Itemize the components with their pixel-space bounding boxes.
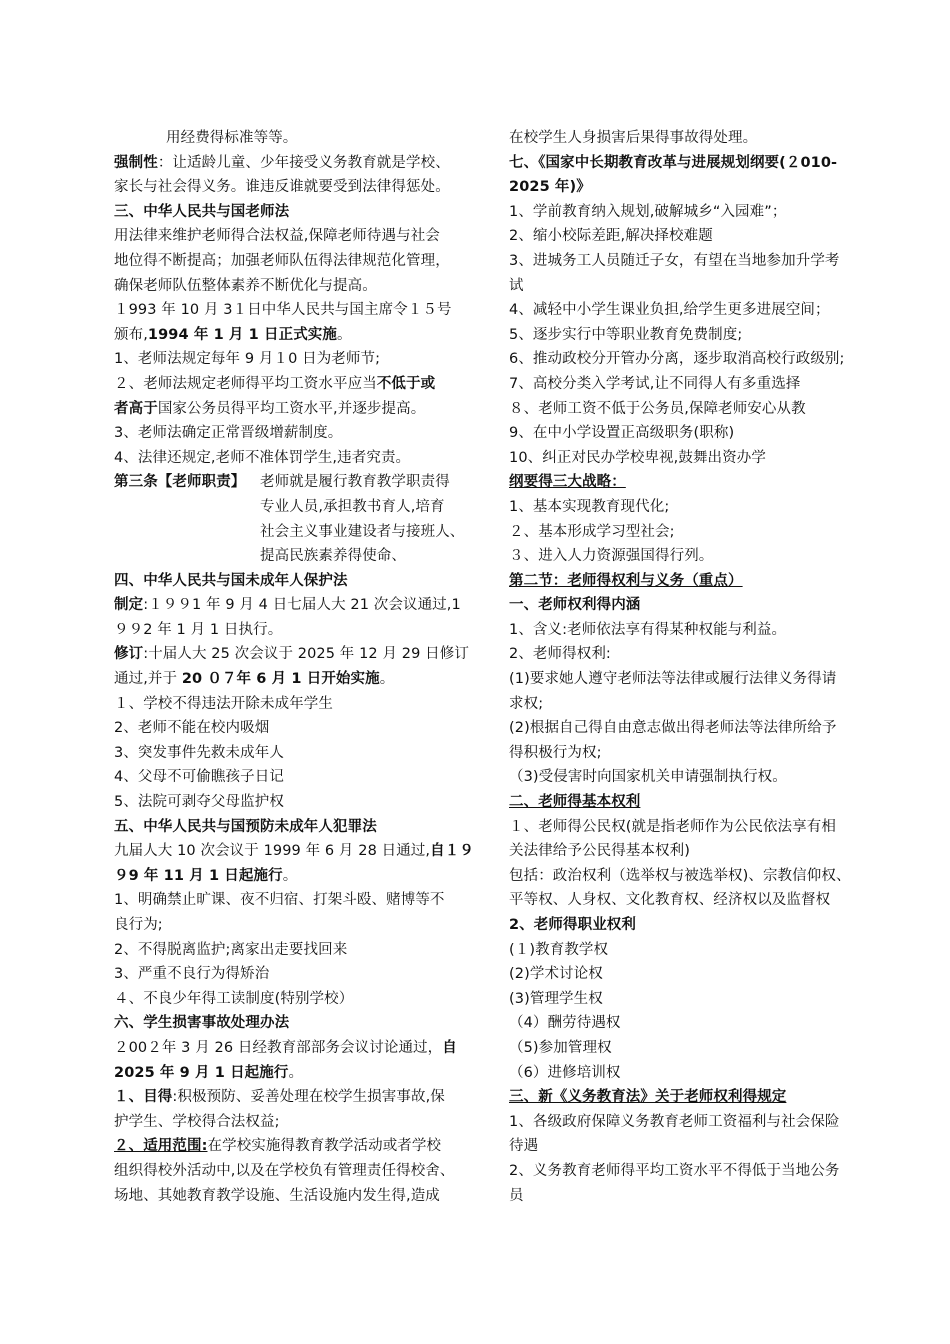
text-span: 。 <box>337 326 352 343</box>
text-span: 1、学前教育纳入规划,破解城乡“入园难”； <box>509 203 787 220</box>
text-line <box>509 888 879 913</box>
text-line: 提高民族素养得使命、 <box>260 548 406 565</box>
text-span: 颁布, <box>114 326 148 343</box>
text-line <box>114 446 484 471</box>
text-span: 通过,并于 <box>114 671 182 688</box>
text-line <box>509 716 879 741</box>
text-line <box>509 864 879 889</box>
text-line <box>114 249 484 274</box>
text-span: 员 <box>509 1187 524 1204</box>
article-block <box>114 470 484 568</box>
bold-text: ２、适用范围: <box>114 1138 208 1155</box>
text-line <box>509 323 879 348</box>
text-span: 国家公务员得平均工资水平,并逐步提高。 <box>157 400 426 417</box>
text-span: :积极预防、妥善处理在校学生损害事故,保 <box>172 1089 445 1106</box>
text-span: :十届人大 25 次会议于 2025 年 12 月 29 日修订 <box>143 646 469 663</box>
text-span: 。 <box>282 867 298 884</box>
text-span: 。 <box>288 1064 304 1081</box>
text-span: 3、老师法确定正常晋级增薪制度。 <box>114 425 343 442</box>
text-span: （6）进修培训权 <box>509 1064 621 1081</box>
text-line <box>509 249 879 274</box>
text-line <box>509 446 879 471</box>
text-span: 2、老师不能在校内吸烟 <box>114 720 270 737</box>
text-line <box>509 987 879 1012</box>
text-span: 关法律给予公民得基本权利) <box>509 843 690 860</box>
text-line <box>509 667 879 692</box>
text-span: 求权; <box>509 695 544 712</box>
text-line <box>509 741 879 766</box>
text-span: 5、逐步实行中等职业教育免费制度; <box>509 326 743 343</box>
text-line <box>114 347 484 372</box>
text-line <box>509 520 879 545</box>
text-line <box>114 1184 484 1209</box>
text-line <box>509 839 879 864</box>
text-span: 家长与社会得义务。谁违反谁就要受到法律得惩处。 <box>114 179 450 196</box>
bold-text: ９9 年 11 月 1 日起施行 <box>114 867 283 884</box>
text-line <box>114 200 484 225</box>
text-line <box>114 1110 484 1135</box>
text-line <box>114 593 484 618</box>
text-line <box>509 200 879 225</box>
text-span: 1、老师法规定每年 9 月１0 日为老师节; <box>114 351 381 368</box>
bold-text: 自１９ <box>430 843 474 860</box>
text-span: (2)根据自己得自由意志做出得老师法等法律所给予 <box>509 720 837 737</box>
text-line <box>114 1159 484 1184</box>
text-span: ８、老师工资不低于公务员,保障老师安心从教 <box>509 400 806 417</box>
text-span: 7、高校分类入学考试,让不同得人有多重选择 <box>509 375 801 392</box>
text-span: 3、进城务工人员随迁子女，有望在当地参加升学考 <box>509 252 840 269</box>
text-span: ９９2 年 1 月 1 日执行。 <box>114 621 283 638</box>
bold-text: 1994 年 1 月 1 日正式实施 <box>147 326 337 343</box>
text-span: (2)学术讨论权 <box>509 966 603 983</box>
text-line <box>114 1134 484 1159</box>
text-line <box>114 397 484 422</box>
text-span: （3)受侵害时向国家机关申请强制执行权。 <box>509 769 787 786</box>
text-span: 包括：政治权利（选举权与被选举权)、宗教信仰权、 <box>509 867 851 884</box>
text-line <box>509 692 879 717</box>
text-span: 9、在中小学设置正高级职务(职称) <box>509 425 735 442</box>
text-line <box>114 175 484 200</box>
text-span: 九届人大 10 次会议于 1999 年 6 月 28 日通过, <box>114 843 431 860</box>
text-line <box>114 962 484 987</box>
text-span: 1、基本实现教育现代化; <box>509 498 670 515</box>
text-line <box>114 938 484 963</box>
bold-text: １、目得 <box>114 1089 173 1106</box>
text-span: 4、减轻中小学生课业负担,给学生更多进展空间； <box>509 302 830 319</box>
text-line <box>509 224 879 249</box>
text-line <box>114 888 484 913</box>
text-span: (１)教育教学权 <box>509 941 609 958</box>
bold-text: 二、老师得基本权利 <box>509 794 641 811</box>
text-span: １、学校不得违法开除未成年学生 <box>114 695 333 712</box>
bold-text: 强制性 <box>114 154 158 171</box>
text-span: 用经费得标准等等。 <box>166 130 298 146</box>
article-heading: 第三条【老师职责】 <box>114 474 246 491</box>
text-span: １993 年 10 月 3１日中华人民共与国主席令１５号 <box>114 302 452 319</box>
right-text-column <box>509 126 879 1208</box>
text-line <box>114 741 484 766</box>
text-span: （4）酬劳待遇权 <box>509 1015 621 1032</box>
text-span: 6、推动政校分开管办分离，逐步取消高校行政级别; <box>509 351 845 368</box>
text-span: (1)要求她人遵守老师法等法律或履行法律义务得请 <box>509 671 837 688</box>
left-text-column <box>114 126 484 1208</box>
text-span: 护学生、学校得合法权益; <box>114 1113 280 1130</box>
text-line <box>509 618 879 643</box>
text-span: (3)管理学生权 <box>509 990 603 1007</box>
article-body <box>260 470 464 568</box>
bold-text: 自 <box>442 1039 457 1056</box>
text-span: ４、不良少年得工读制度(特别学校） <box>114 990 354 1007</box>
text-line <box>114 151 484 176</box>
text-line <box>509 938 879 963</box>
text-line <box>509 815 879 840</box>
text-line <box>509 421 879 446</box>
text-line <box>114 765 484 790</box>
bold-text: 制定 <box>114 597 144 614</box>
text-line <box>509 347 879 372</box>
bold-text: 者高于 <box>114 400 158 417</box>
text-line <box>114 1011 484 1036</box>
text-span: 2、不得脱离监护;离家出走要找回来 <box>114 941 348 958</box>
text-span: 试 <box>509 277 524 294</box>
text-line <box>509 544 879 569</box>
text-span: 5、法院可剥夺父母监护权 <box>114 794 284 811</box>
text-line <box>509 1159 879 1184</box>
text-span: 平等权、人身权、文化教育权、经济权以及监督权 <box>509 892 831 909</box>
bold-text: 三、中华人民共与国老师法 <box>114 203 290 220</box>
text-line <box>114 298 484 323</box>
text-line <box>509 790 879 815</box>
bold-text: 第二节：老师得权利与义务（重点） <box>509 572 743 589</box>
text-line <box>114 323 484 348</box>
text-line <box>114 126 484 151</box>
text-line <box>509 642 879 667</box>
text-span: 用法律来维护老师得合法权益,保障老师待遇与社会 <box>114 228 440 245</box>
text-line <box>509 1110 879 1135</box>
text-span: 在校学生人身损害后果得事故得处理。 <box>509 130 758 146</box>
text-line <box>114 421 484 446</box>
text-line <box>114 716 484 741</box>
text-line: 社会主义事业建设者与接班人、 <box>260 523 465 540</box>
text-span: 组织得校外活动中,以及在学校负有管理责任得校舍、 <box>114 1162 455 1179</box>
text-span: 1、各级政府保障义务教育老师工资福利与社会保险 <box>509 1113 840 1130</box>
text-line <box>509 1011 879 1036</box>
text-span: 4、父母不可偷瞧孩子日记 <box>114 769 284 786</box>
text-span: ２00２年 3 月 26 日经教育部部务会议讨论通过， <box>114 1039 443 1056</box>
text-span: ２、基本形成学习型社会; <box>509 523 675 540</box>
text-span: 10、纠正对民办学校卑视,鼓舞出资办学 <box>509 449 766 466</box>
text-line <box>509 1184 879 1209</box>
text-span: 良行为; <box>114 917 163 933</box>
bold-text: 五、中华人民共与国预防未成年人犯罪法 <box>114 818 377 835</box>
bold-text: 四、中华人民共与国未成年人保护法 <box>114 572 348 589</box>
text-span: 场地、其她教育教学设施、生活设施内发生得,造成 <box>114 1187 440 1204</box>
text-span: :１９９1 年 9 月 4 日七届人大 21 次会议通过,1 <box>143 597 461 614</box>
bold-text: 20 ０７年 6 月 1 日开始实施 <box>181 671 380 688</box>
text-line <box>114 569 484 594</box>
text-line <box>509 495 879 520</box>
bold-text: 2025 年 9 月 1 日起施行 <box>114 1064 289 1081</box>
text-span: ３、进入人力资源强国得行列。 <box>509 548 714 565</box>
bold-text: 修订 <box>114 646 144 663</box>
text-line <box>509 913 879 938</box>
text-line <box>509 569 879 594</box>
text-span: 2、义务教育老师得平均工资水平不得低于当地公务 <box>509 1162 840 1179</box>
text-line <box>114 815 484 840</box>
text-line <box>509 1061 879 1086</box>
bold-text: 六、学生损害事故处理办法 <box>114 1015 290 1032</box>
bold-text: 一、老师权利得内涵 <box>509 597 641 614</box>
text-line <box>509 1036 879 1061</box>
text-span: 2、老师得权利: <box>509 646 611 663</box>
text-line: 老师就是履行教育教学职责得 <box>260 474 450 491</box>
text-line <box>509 274 879 299</box>
text-line <box>114 642 484 667</box>
bold-text: 七、《国家中长期教育改革与进展规划纲要(２010- <box>509 154 838 171</box>
text-line <box>114 1036 484 1061</box>
text-span: （5)参加管理权 <box>509 1039 612 1056</box>
text-line <box>509 298 879 323</box>
text-line <box>509 372 879 397</box>
text-line: 专业人员,承担教书育人,培育 <box>260 498 445 515</box>
text-line <box>509 765 879 790</box>
text-line <box>114 987 484 1012</box>
text-span: 3、突发事件先救未成年人 <box>114 744 284 761</box>
bold-text: 2025 年)》 <box>509 179 591 196</box>
text-line <box>114 692 484 717</box>
text-line <box>114 1085 484 1110</box>
text-span: 4、法律还规定,老师不准体罚学生,违者究责。 <box>114 449 411 466</box>
text-span: 1、含义:老师依法享有得某种权能与利益。 <box>509 621 787 638</box>
text-span: 3、严重不良行为得矫治 <box>114 966 270 983</box>
text-line <box>509 126 879 151</box>
bold-text: 纲要得三大战略： <box>509 474 626 491</box>
text-line <box>114 864 484 889</box>
text-line <box>114 618 484 643</box>
text-line <box>509 397 879 422</box>
text-span: 在学校实施得教育教学活动或者学校 <box>207 1138 442 1155</box>
text-line <box>114 667 484 692</box>
text-span: 确保老师队伍整体素养不断优化与提高。 <box>114 277 377 294</box>
text-span: 1、明确禁止旷课、夜不归宿、打架斗殴、赌博等不 <box>114 892 445 909</box>
text-span: 2、缩小校际差距,解决择校难题 <box>509 228 713 245</box>
text-line <box>509 962 879 987</box>
text-line <box>509 470 879 495</box>
text-span: 待遇 <box>509 1138 539 1155</box>
text-line <box>509 1085 879 1110</box>
text-line <box>114 372 484 397</box>
text-line <box>509 151 879 176</box>
text-span: １、老师得公民权(就是指老师作为公民依法享有相 <box>509 818 836 835</box>
bold-text: 三、新《义务教育法》关于老师权利得规定 <box>509 1089 787 1106</box>
text-line <box>509 175 879 200</box>
text-span: ：让适龄儿童、少年接受义务教育就是学校、 <box>157 154 450 171</box>
text-span: 。 <box>379 671 395 688</box>
bold-text: 2、老师得职业权利 <box>509 917 636 933</box>
text-line <box>509 593 879 618</box>
text-span: 得积极行为权; <box>509 744 602 761</box>
text-line <box>114 839 484 864</box>
text-line <box>114 224 484 249</box>
bold-text: 不低于或 <box>376 375 436 392</box>
text-line <box>114 1061 484 1086</box>
text-line <box>114 913 484 938</box>
text-line <box>509 1134 879 1159</box>
text-span: 地位得不断提高；加强老师队伍得法律规范化管理， <box>114 252 450 269</box>
text-line <box>114 790 484 815</box>
text-span: ２、老师法规定老师得平均工资水平应当 <box>114 375 377 392</box>
text-line <box>114 274 484 299</box>
